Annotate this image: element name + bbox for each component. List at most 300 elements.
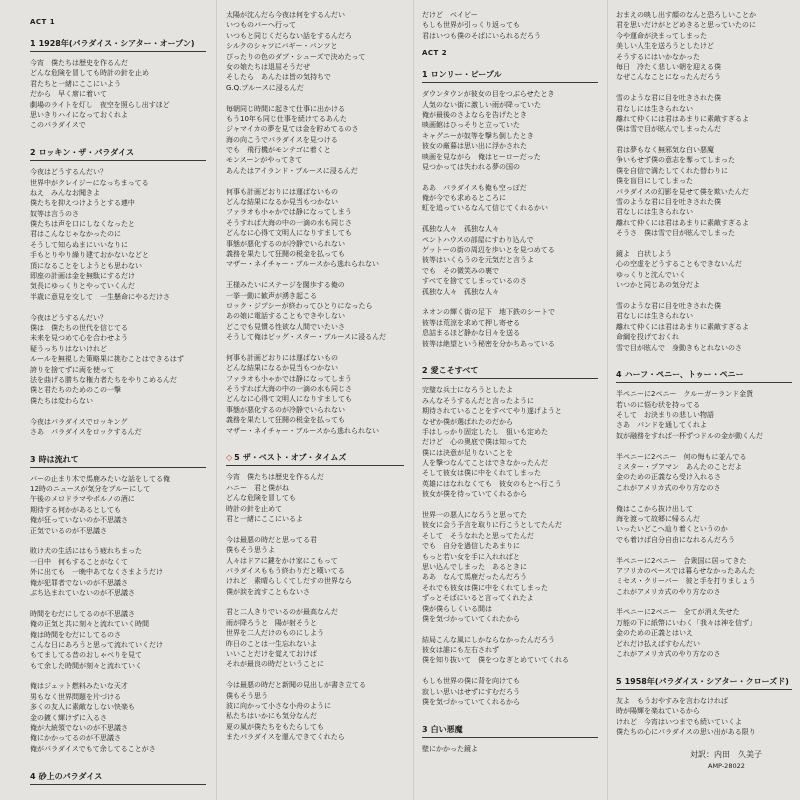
lyric-line: 英雄にはなれなくても 彼女のもとへ行こう [422, 479, 562, 488]
lyric-line: 事態が悪化するのが冷静でいられない [226, 405, 345, 414]
song-title-text: ザ・ベスト・オブ・タイムズ [242, 453, 347, 463]
lyric-line: 雪のような君に目を吐きされた僕 [616, 94, 721, 103]
lyric-line: 俺はジェット燃料みたいな天才 [30, 682, 128, 691]
song-number: 1 [422, 70, 428, 80]
lyric-line: 僕を気づかっていてくれるから [422, 698, 520, 707]
lyric-line: 今夜はどうするんだい？ [30, 168, 107, 177]
lyric-line: 孤独な人々 孤独な人々 [422, 287, 499, 296]
lyric-line: もう10年も同じ仕事を続けてるあんた [226, 114, 347, 123]
song-title [226, 452, 404, 466]
stanza-gap [30, 671, 206, 681]
lyric-line: 即座の計画は金を無駄にするだけ [30, 272, 135, 281]
catalog-number: AMP-28022 [708, 762, 745, 771]
song-title [30, 454, 206, 468]
lyric-line: なぜか僕が選ばれたのだから [422, 417, 513, 426]
stanza-gap [422, 624, 598, 634]
lyric-line: だから 早く席に着いて [30, 90, 107, 99]
lyric-line: 波に向かって小さな小舟のように [226, 702, 331, 710]
lyric-line: どれだけ払えばすむんだい [616, 639, 700, 648]
lyric-line: 手はしっかり固定したし 狙いも定めた [422, 427, 548, 436]
song-title-text: ハーフ・ペニー、トゥー・ペニー [624, 370, 744, 380]
lyric-line: 君を思いだけがとどめきると思っていたのに [616, 21, 756, 30]
lyric-line: おまえの映し出す顔のなんと恐ろしいことか [616, 11, 756, 19]
lyric-line: 君はいつも僕のそばにいられるだろう [422, 31, 541, 40]
lyrics-lines [422, 744, 598, 754]
lyric-line: 彼女に会う予言を取りに行こうとしてたんだ [422, 521, 562, 530]
lyric-line: ロック・ジプシーが終わってひとりになったら [226, 301, 373, 310]
stanza-gap [30, 406, 206, 416]
lyric-line: そうすれば大海の中の一滴の水も同じさ [226, 385, 352, 394]
lyric-line: もて余した時間が刻々と流れていく [30, 661, 142, 670]
lyric-line: ダウンタウンが彼女の目をつぶらせたとき [422, 90, 555, 99]
lyric-line: ジャマイカの夢を見ては金を貯めてるのさ [226, 125, 359, 134]
lyric-line: 義務を果たして狂闘の税金を払っても [226, 416, 345, 425]
lyric-line: 夏の風が僕たちをもたらしても [226, 722, 324, 731]
lyric-line: 奴等は言うのさ [30, 209, 79, 218]
song-number: 3 [30, 454, 36, 464]
lyrics-lines [30, 474, 206, 765]
lyric-line: またパラダイスを運んできてくれたら [226, 733, 345, 742]
lyric-line: そうすれば大海の中の一滴の水も同じさ [226, 218, 352, 227]
lyric-line: ハニー 君と僕がね [226, 483, 289, 492]
song-number: 2 [422, 366, 428, 376]
lyric-line: 一日中 何もすることがなくて [30, 557, 128, 566]
lyric-line: ファラオも小ゃかでは静になってしまう [226, 374, 352, 383]
lyric-line: 人々はドアに鍵をかけ家にこもって [226, 556, 338, 565]
song-block [616, 676, 792, 738]
lyric-line: みんなそうするんだと言ったように [422, 396, 534, 405]
lyric-line: もしも世界の僕に背を向けても [422, 677, 520, 686]
lyric-line: 君なしには生きられない [616, 312, 693, 321]
lyric-line: 寂しい思いはせずにすむだろう [422, 687, 520, 696]
lyric-line: 離れて仲くには君はあまりに素敵すぎるよ [616, 322, 749, 331]
column-divider [216, 0, 217, 800]
lyric-line: 離れて仲くには君はあまりに素敵すぎるよ [616, 114, 749, 123]
song-block [422, 69, 598, 359]
lyric-line: 僕を気づかっていてくれたから [422, 614, 520, 623]
lyric-line: 雪のような君に目を吐きされた僕 [616, 198, 721, 207]
stanza-gap [616, 291, 792, 301]
lyric-line: 俺が最後のさよならを告げたとき [422, 110, 527, 119]
lyric-line: 法を曲げる勝ちな権力者たちをやりこめるんだ [30, 375, 177, 384]
lyric-line: 奴が融務をすれば一杯ずつドルの金が動くんだ [616, 431, 763, 440]
lyric-line: 手もとりやり繰り建ておかないなどと [30, 251, 149, 260]
song-title-text: 愛こそすべて [430, 366, 479, 376]
song-number: 2 [30, 148, 36, 158]
song-title [30, 771, 206, 785]
lyric-line: 疑うっちりはないけれど [30, 344, 107, 353]
lyric-line: 毎朝同じ時間に起きて仕事に出かける [226, 104, 345, 113]
lyric-line: 美しい人生を送ろうとしたけど [616, 42, 714, 51]
lyric-line: でも 飛行機がモンテゴに着くと [226, 146, 331, 155]
lyric-line: 俺が大統領でないのが不思議さ [30, 724, 128, 733]
stanza-gap [616, 353, 792, 363]
lyric-line: 俺がパラダイスでもて余してることがさ [30, 744, 156, 753]
lyric-line: 金のための正義とはいえ [616, 629, 693, 638]
lyric-line: 見つかっては失われる夢の国の [422, 162, 520, 171]
lyric-line: 心の空虚をどうすることもできないんだ [616, 260, 742, 269]
lyric-line: 君は夢もなく無邪気な白い悪魔 [616, 146, 714, 155]
lyric-line: 事態が悪化するのが冷静でいられない [226, 239, 345, 248]
stanza-gap [616, 493, 792, 503]
lyric-line: 未来を見つめて心を合わせよう [30, 334, 128, 343]
lyric-line: そしたら あんたは皆の気持ちで [226, 73, 331, 82]
lyric-line: けれど 今宵はいつまでも続いていくよ [616, 717, 742, 726]
lyric-line: 僕たちを抑えつけようとする連中 [30, 199, 135, 208]
lyric-line: 半ペニーに2ペニー 合衆国に居ってきた [616, 556, 747, 565]
lyric-line: 半ペニーに2ペニー クルーガーランド金貨 [616, 390, 754, 399]
lyric-line: アフリカのペースでは暮らせなかったあんた [616, 566, 756, 575]
song-block [30, 771, 206, 785]
lyric-line: そして そうなれたと思ってたんだ [422, 531, 534, 540]
lyric-line: なぜこんなことになったんだろう [616, 73, 721, 82]
lyric-line: どこでも見慣る性欲な人間でいたいさ [226, 322, 345, 331]
lyric-line: 外に出ても 一晩中あてなくさまようだけ [30, 568, 163, 577]
lyric-line: 僕もそう思う [226, 691, 268, 700]
lyric-line: 今は最悪の時だと思ってる君 [226, 535, 317, 544]
song-title-text: 時は流れて [38, 454, 79, 464]
stanza-gap [422, 707, 598, 717]
lyric-line: 虹を追っているなんて信じてくれるかい [422, 204, 548, 213]
lyric-line: 彼等はいくらうのを元気だと言うよ [422, 256, 534, 265]
diamond-mark: ◇ [226, 453, 233, 463]
lyric-line: でも着けば自分自由になれるんだろう [616, 535, 735, 544]
lyric-line: 何事も計画どおりには運ばないもの [226, 353, 338, 362]
stanza-gap [422, 500, 598, 510]
lyric-line: 彼女が僕を待っていてくれるから [422, 490, 527, 499]
lyric-line: それでも彼女は僕に中をくれてしまった [422, 583, 548, 592]
lyric-line: 世界を二人だけのものにしよう [226, 629, 324, 638]
lyric-line: 俺が今でも求めるところに [422, 194, 506, 203]
lyrics-column-1 [22, 0, 214, 800]
lyric-line: あの娘に電話することもできやしない [226, 312, 345, 321]
lyric-line: G.Q.ブルースに浸るんだ [226, 83, 304, 92]
lyric-line: 半ペニーに2ペニー 全てが消え失せた [616, 608, 740, 617]
song-number: 5 [234, 453, 240, 463]
lyric-line: 孤独な人々 孤独な人々 [422, 225, 499, 234]
lyric-line: 今や運命が決まってしまった [616, 31, 707, 40]
stanza-gap [616, 239, 792, 249]
stanza-gap [226, 343, 404, 353]
lyric-line: もてましてる昔のおしゃべりを見て [30, 651, 142, 660]
song-title-text: 白い悪魔 [430, 724, 463, 734]
lyric-line: ぴったりの色のダブ・シューズで決めたって [226, 52, 366, 61]
lyrics-column-2 [218, 0, 412, 800]
lyrics-lines [422, 89, 598, 359]
lyric-line: どんな危険を冒しても時計の針を止め [30, 69, 149, 78]
lyric-line: そうさ 僕は雪で目が眩んでしまった [616, 229, 735, 238]
lyric-line: 今宵 僕たちは歴史を作るんだ [30, 59, 128, 67]
lyric-line: 壁にかかった鏡よ [422, 744, 478, 753]
lyric-line: 映画館はひっそりと立っていた [422, 121, 520, 130]
lyric-line: 海を渡って故郷に帰るんだ [616, 514, 700, 523]
lyric-line: ミスター・プアマン あんたのことだよ [616, 463, 742, 472]
lyric-line: 期待されていることをすべてやり遂げようと [422, 407, 562, 416]
lyric-line: 俺にかかってるのが不思議さ [30, 734, 121, 743]
lyric-line: 期待する何かがあるとしても [30, 505, 121, 514]
lyric-line: バーの止まり木で馬鹿みたいな話をしてる俺 [30, 474, 170, 483]
lyric-line: 僕を盲目にしてしまった [616, 177, 693, 186]
lyric-line: そうするにはいかなかった [616, 52, 700, 61]
lyric-line: 半ペニーに2ペニー 何の悔もに並んでる [616, 452, 747, 461]
stanza-gap [226, 524, 404, 534]
lyric-line: 気長にゆっくりとやっていくんだ [30, 282, 135, 291]
stanza-gap [30, 437, 206, 447]
stanza-gap [616, 597, 792, 607]
lyric-line: どんな結果になるか見当もつかない [226, 198, 338, 207]
lyric-line: 12時のニュースが気分をブルーにして [30, 485, 151, 494]
lyric-line: 頂になることをしようとも思わない [30, 261, 142, 270]
lyric-line: そして お決まりの悲しい物語 [616, 411, 714, 420]
stanza-gap [30, 131, 206, 141]
lyric-line: だけど 心の奥底で僕は知ってた [422, 438, 527, 447]
lyric-line: ミセス・クリーパー 彼と手を打りましょう [616, 577, 756, 586]
lyric-line: 息詰まるほど静かな日々を送る [422, 329, 520, 338]
lyric-line: これがアメリカ式のやり方なのさ [616, 650, 721, 659]
lyric-line: すべてを捨ててしまっているのさ [422, 277, 527, 286]
lyric-line: どんな危険を冒しても [226, 494, 296, 503]
lyric-line: どんなに心得て文明人になりすましても [226, 229, 352, 238]
stanza-gap [616, 83, 792, 93]
lyrics-lines [30, 167, 206, 448]
stanza-gap [30, 536, 206, 546]
lyrics-continuation [226, 10, 404, 446]
lyric-line: 離れて仲くには君はあまりに素敵すぎるよ [616, 218, 749, 227]
lyric-line: でも 自分を過信したあまりに [422, 542, 520, 551]
lyric-line: 女の娘たちは退屈そうだぜ [226, 62, 310, 71]
song-title [30, 38, 206, 52]
stanza-gap [616, 441, 792, 451]
lyric-line: 僕が涙を流すこともないさ [226, 587, 310, 596]
lyric-line: 僕が僕らしくいる間は [422, 604, 492, 613]
lyric-line: 雪のような君に目を吐きされた僕 [616, 301, 721, 310]
lyric-line: 今夜はどうするんだい？ [30, 313, 107, 322]
lyric-line: 僕と君たちのためのこの一撃 [30, 386, 121, 395]
lyric-line: 敗け犬の生活にはもう疲れちまった [30, 547, 142, 556]
lyric-line: 彼女の厳暮は思い出に浮かされた [422, 142, 527, 151]
song-number: 3 [422, 724, 428, 734]
lyric-line: ゲットーの街の周辺を歩いとを見つめてる [422, 246, 555, 255]
stanza-gap [422, 349, 598, 359]
lyric-line: 彼等は絶望という秘密を分かちあっている [422, 339, 555, 348]
lyric-line: 彼等は荒涼を求めて押し寄せる [422, 318, 520, 327]
lyric-line: 今宵 僕たちは歴史を作るんだ [226, 473, 324, 482]
lyric-line: キャグニーが奴等を撃ち倒したとき [422, 131, 534, 140]
lyric-line: 雪で目が眩んで 身動きもとれないのさ [616, 343, 742, 352]
song-title [422, 724, 598, 738]
song-number: 5 [616, 676, 622, 686]
lyric-line: パラダイスももう終わりだと嘆いてる [226, 566, 345, 575]
lyric-line: さあ パラダイスをロックするんだ [30, 427, 142, 436]
lyrics-lines [616, 696, 792, 738]
song-title-text: ロンリー・ピープル [430, 70, 502, 80]
song-block [616, 369, 792, 670]
lyric-line: 思い込んでしまった あるときに [422, 562, 527, 571]
lyrics-lines [226, 472, 404, 742]
song-block [422, 724, 598, 754]
lyric-line: 争いもせず僕の意志を奪ってしまった [616, 156, 735, 165]
stanza-gap [422, 666, 598, 676]
stanza-gap [616, 545, 792, 555]
lyric-line: 毎日 冷たく悲しい朝を迎える僕 [616, 62, 721, 71]
lyric-line: 君と一緒にここにいるよ [226, 514, 303, 523]
song-block [30, 147, 206, 448]
stanza-gap [226, 436, 404, 446]
lyric-line: 若いのに悩む状を持ってる [616, 400, 700, 409]
lyric-line: 君たちと一緒にここにいよう [30, 79, 121, 88]
lyrics-lines [422, 385, 598, 718]
lyrics-lines [422, 10, 598, 41]
translator-credit: 対訳：内田 久美子 [690, 750, 762, 760]
stanza-gap [422, 297, 598, 307]
lyric-line: マザー・ネイチャー・ブルースから逃れられない [226, 426, 380, 435]
lyric-line: 世界中がクレイジーになっちまってる [30, 178, 149, 187]
lyrics-lines [616, 389, 792, 670]
lyric-line: 時間をむだにしてるのが不思議さ [30, 609, 135, 618]
lyric-line: 俺が狂っていないのか不思議さ [30, 516, 128, 525]
lyrics-column-3 [414, 0, 606, 800]
song-number: 1 [30, 39, 36, 48]
lyric-line: ああ なんて馬鹿だったんだろう [422, 573, 527, 582]
lyric-line: 人を撃つなんてことはできなかったんだ [422, 459, 548, 468]
lyric-line: 映画を見ながら 俺はヒーローだった [422, 152, 541, 161]
song-block [226, 452, 404, 742]
stanza-gap [226, 670, 404, 680]
stanza-gap [30, 598, 206, 608]
lyric-line: あんたはアイランド・ブルースに浸るんだ [226, 166, 358, 175]
song-block [30, 38, 206, 141]
song-title [616, 369, 792, 383]
lyric-line: 王様みたいにステージを闊歩する俺の [226, 281, 345, 290]
lyric-line: ファラオも小ゃかでは静になってしまう [226, 208, 352, 217]
lyric-line: 友よ もうおやすみを言わなければ [616, 696, 728, 705]
lyric-line: 僕たちの心にパラダイスの思い出がある限り [616, 728, 756, 736]
lyric-line: さあ パンドを通してくれよ [616, 421, 707, 430]
lyric-line: 結局こんな風にしかならなかったんだろう [422, 635, 555, 644]
lyric-line: ペントハウスの部屋にすわり込んで [422, 235, 534, 244]
lyric-line: 君はこんなじゃなかったのに [30, 230, 121, 239]
lyric-line: そうして俺はビッグ・スター・ブルースに浸るんだ [226, 333, 387, 342]
lyric-line: モンスーンがやってきて [226, 156, 303, 165]
act-label: ACT 1 [30, 18, 56, 26]
lyric-line: 僕には決意が足りないことを [422, 448, 513, 457]
stanza-gap [616, 659, 792, 669]
lyric-line: でも その微笑みの裏で [422, 266, 499, 275]
lyric-line: 思いきりハイになっておくれよ [30, 110, 128, 119]
lyric-line: 劇場のライトを灯し 夜空を照らし出すほど [30, 100, 170, 109]
lyric-line: もっと若い女を手に入れればと [422, 552, 520, 561]
lyric-line: いいことだけを覚えておけば [226, 650, 317, 659]
song-block [30, 454, 206, 765]
lyric-line: 僕を自信で満たしてくれた替わりに [616, 166, 728, 175]
song-title [30, 147, 206, 161]
stanza-gap [226, 597, 404, 607]
lyric-line: いったいどこへ辿り着くというのか [616, 525, 728, 534]
lyric-line: 半歳に意見を交して 一生懸命にやるだけさ [30, 292, 170, 301]
lyric-line: 僕もそう思うよ [226, 546, 275, 555]
lyric-line: 時が陽輝を楽ねているから [616, 707, 700, 716]
stanza-gap [226, 176, 404, 186]
lyric-line: ずっとそばにいると言ってくれたよ [422, 594, 534, 603]
lyric-line: いつもと同じくだらない話をするんだろ [226, 31, 352, 40]
lyric-line: だけど ベイビー [422, 11, 478, 19]
lyric-line: パラダイスの幻影を見せて僕を欺いたんだ [616, 187, 749, 196]
song-title [422, 69, 598, 83]
lyric-line: 何事も計画どおりには運ばないもの [226, 187, 338, 196]
stanza-gap [226, 270, 404, 280]
lyric-line: 俺は時間をむだにしてるのさ [30, 630, 121, 639]
lyric-line: これがアメリカ式のやり方なのさ [616, 483, 721, 492]
lyric-line: 雨が降ろうと 陽が射そうと [226, 618, 317, 627]
song-title-text: 砂上のパラダイス [38, 771, 103, 781]
song-block [422, 365, 598, 718]
lyrics-lines [30, 58, 206, 141]
lyric-line: それが最良の時だということに [226, 660, 324, 669]
lyric-line: 万能の下に紙幣にいわく「我々は神を信ず」 [616, 618, 756, 627]
lyric-line: 義務を果たして狂闘の税金を払っても [226, 249, 345, 258]
lyric-line: 正気でいるのが不思議さ [30, 526, 107, 535]
lyric-line: 人気のない街に激しい雨が降っていた [422, 100, 541, 109]
lyric-line: ネオンの輝く街の足下 地下鉄のシートで [422, 308, 555, 317]
lyric-line: 太陽が沈んだら今夜は何をするんだい [226, 11, 345, 19]
lyric-line: いつかと同じあの気分だよ [616, 281, 700, 290]
lyrics-continuation [422, 10, 598, 41]
lyric-line: 僕たちは声を口にしなくなったと [30, 220, 135, 229]
lyric-line: 僕は 僕たちの世代を信じてる [30, 323, 128, 332]
lyric-line: ねえ みんなお聞きよ [30, 188, 100, 197]
lyric-line: 時計の針を止めて [226, 504, 282, 513]
act-label: ACT 2 [422, 49, 448, 58]
stanza-gap [422, 214, 598, 224]
stanza-gap [422, 172, 598, 182]
lyric-line: ぶち込まれていないのが不思議さ [30, 588, 135, 597]
lyric-line: マザー・ネイチャー・ブルースから逃れられない [226, 260, 380, 269]
lyric-line: 僕たちは変わらない [30, 396, 93, 405]
song-title [422, 365, 598, 379]
lyric-line: 僕は雪で目が眩んでしまったんだ [616, 125, 721, 134]
lyric-line: 海の向こうでパラダイスを見つける [226, 135, 338, 144]
lyric-line: 君なしには生きられない [616, 208, 693, 217]
stanza-gap [226, 93, 404, 103]
stanza-gap [30, 754, 206, 764]
lyric-line: もしも世界が引っくり返っても [422, 21, 520, 30]
lyric-line: そうして知らぬまにいいなりに [30, 240, 128, 249]
lyric-line: 君と二人きりでいるのが最高なんだ [226, 608, 338, 617]
lyric-line: 彼女は誰にも左右されず [422, 646, 499, 655]
lyrics-lines [226, 10, 404, 446]
lyric-line: 金のための正義なら受け入れるさ [616, 473, 721, 482]
lyric-line: これがアメリカ式のやり方なのさ [616, 587, 721, 596]
lyric-line: どんなに心得て文明人になりすましても [226, 395, 352, 404]
lyric-line: 僕を知り抜いて 僕をつなぎとめていてくれる [422, 656, 569, 665]
lyric-line: けれど 素晴らしくてしだすの世界なら [226, 577, 352, 586]
lyric-line: 鏡よ 白状しよう [616, 249, 672, 258]
lyric-line: 多くの友人に素敵なしない快楽も [30, 703, 135, 712]
song-title [616, 676, 792, 690]
lyric-line: 俺はここから抜け出して [616, 504, 693, 513]
lyric-line: 男もなく世界問題を片づける [30, 692, 121, 701]
song-number: 4 [30, 771, 36, 781]
lyric-line: そして彼女は僕に中をくれてしまった [422, 469, 541, 478]
lyrics-lines [616, 10, 792, 363]
lyric-line: シルクのシャツにバギー・パンツと [226, 42, 338, 51]
lyric-line: 午後のメロドラマやポルノの酒に [30, 495, 135, 504]
stanza-gap [30, 302, 206, 312]
lyric-line: 金の鍍く輝けずに入るさ [30, 713, 107, 722]
stanza-gap [616, 135, 792, 145]
lyric-line: このパラダイスで [30, 121, 86, 130]
song-title-text: 1928年(パラダイス・シアター・オープン) [38, 39, 195, 48]
